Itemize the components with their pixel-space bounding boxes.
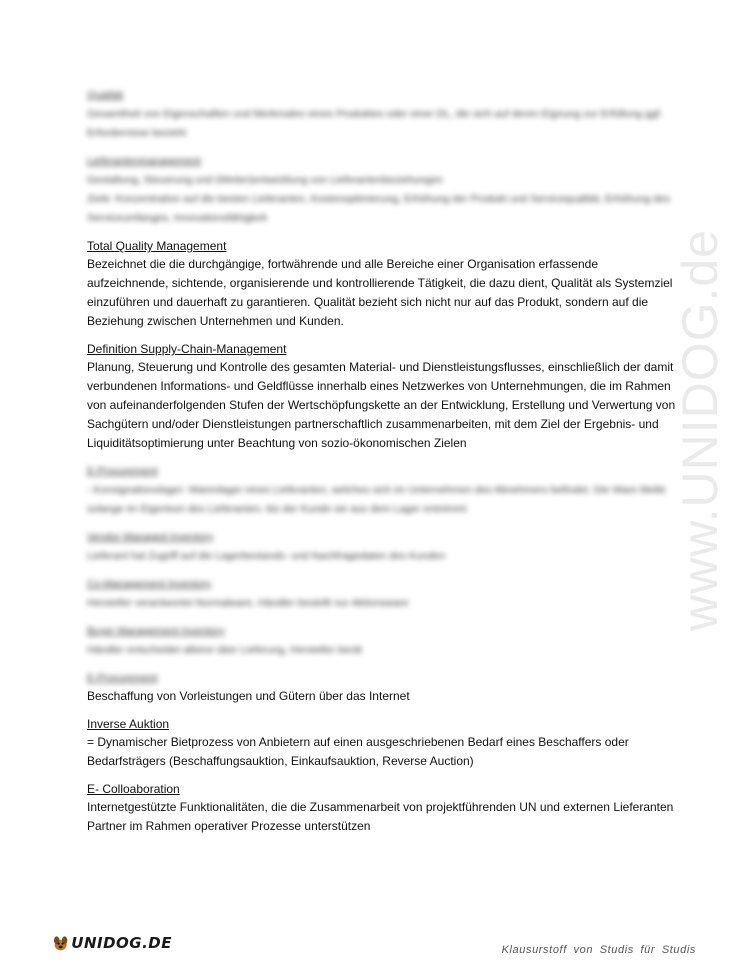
section-title: Buyer Management Inventory [87, 625, 225, 637]
section-title: E-Procurement [87, 465, 158, 477]
section-e-procurement [87, 669, 677, 706]
section-text: Bezeichnet die die durchgängige, fortwährende und alle Bereiche einer Organisation erfassende aufzeichnende, sichtende, organisierende und kontrollierende Tätigkeit, die dazu dient, Qualität als Systemziel einzuführen und dauerhaft zu garantieren. Qualität bezieht sich nicht nur auf das Produkt, sondern auf die Beziehung zwischen Unternehmen und Kunden. [87, 257, 673, 328]
section-e-procurement-blurred [87, 462, 677, 519]
section-title: E-Procurement [87, 672, 158, 684]
section-supply-chain-management [87, 340, 677, 453]
section-text: Planung, Steuerung und Kontrolle des gesamten Material- und Dienstleistungsflusses, einschließlich der damit verbundenen Informations- und Geldflüsse innerhalb eines Netzwerkes von Unternehmungen, die im Rahmen von aufeinanderfolgenden Stufen der Wertschöpfungskette an der Entwicklung, Erstellung und Verwertung von Sachgütern und/oder Dienstleistungen partnerschaftlich zusammenarbeiten, mit dem Ziel der Ergebnis- und Liquiditätsoptimierung unter Beachtung von sozio-ökonomischen Zielen [87, 360, 676, 450]
section-title: Co-Management Inventory [87, 578, 212, 590]
section-title: Definition Supply-Chain-Management [87, 342, 287, 356]
section-lieferantenmanagement [87, 152, 677, 228]
section-title: Vendor Managed Inventory [87, 531, 214, 543]
section-text: Gestaltung, Steuerung und (Weiter)entwicklung von Lieferantenbeziehungen [87, 174, 443, 186]
section-title: Lieferantenmanagement [87, 155, 201, 167]
section-text: Internetgestützte Funktionalitäten, die die Zusammenarbeit von projektführenden UN und externen Lieferanten Partner im Rahmen operativer Prozesse unterstützen [87, 800, 674, 833]
section-title: Inverse Auktion [87, 717, 170, 731]
section-text: = Dynamischer Bietprozess von Anbietern auf einen ausgeschriebenen Bedarf eines Beschaffers oder Bedarfsträgers (Beschaffungsauktion, Einkaufsauktion, Reverse Auction) [87, 735, 629, 768]
section-title: E- Colloaboration [87, 782, 180, 796]
section-e-collaboration [87, 780, 677, 836]
section-inverse-auktion [87, 715, 677, 771]
section-text: - Konsignationslager: Warenlager eines Lieferanten, welches sich im Unternehmen des Abnehmers befindet. Die Ware bleibt solange im Eigentum des Lieferanten, bis der Kunde sie aus dem Lager entnimmt [87, 484, 666, 515]
unidog-logo [52, 928, 172, 958]
logo-text: UNIDOG.DE [71, 934, 172, 952]
section-total-quality-management [87, 237, 677, 331]
section-title: Qualität [87, 89, 124, 101]
section-text: Ziele: Konzentration auf die besten Lieferanten, Kostenoptimierung, Erhöhung der Produkt und Servicequalität, Erhöhung des Serviceumfanges, Innovationsfähigkeit [87, 193, 671, 224]
watermark-text: www.UNIDOG.de [672, 229, 728, 631]
dog-mascot-icon [52, 930, 69, 956]
section-qualitaet [87, 86, 677, 143]
section-text: Gesamtheit von Eigenschaften und Merkmalen eines Produktes oder einer DL, die sich auf deren Eignung zur Erfüllung ggf. Erfordernisse bezieht [87, 108, 663, 139]
document-body [87, 86, 677, 845]
footer-tagline: Klausurstoff von Studis für Studis [501, 944, 696, 956]
section-title: Total Quality Management [87, 239, 227, 253]
section-buyer-management-inventory [87, 622, 677, 660]
section-text: Händler entscheidet alleine über Lieferung, Hersteller berät [87, 644, 362, 656]
section-co-management-inventory [87, 575, 677, 613]
section-text: Beschaffung von Vorleistungen und Gütern über das Internet [87, 689, 410, 703]
section-text: Lieferant hat Zugriff auf die Lagerbestands- und Nachfragedaten des Kunden [87, 550, 446, 562]
section-vendor-managed-inventory [87, 528, 677, 566]
section-text: Hersteller verantwortet Normalware, Händler bestellt nur Aktionsware [87, 597, 409, 609]
